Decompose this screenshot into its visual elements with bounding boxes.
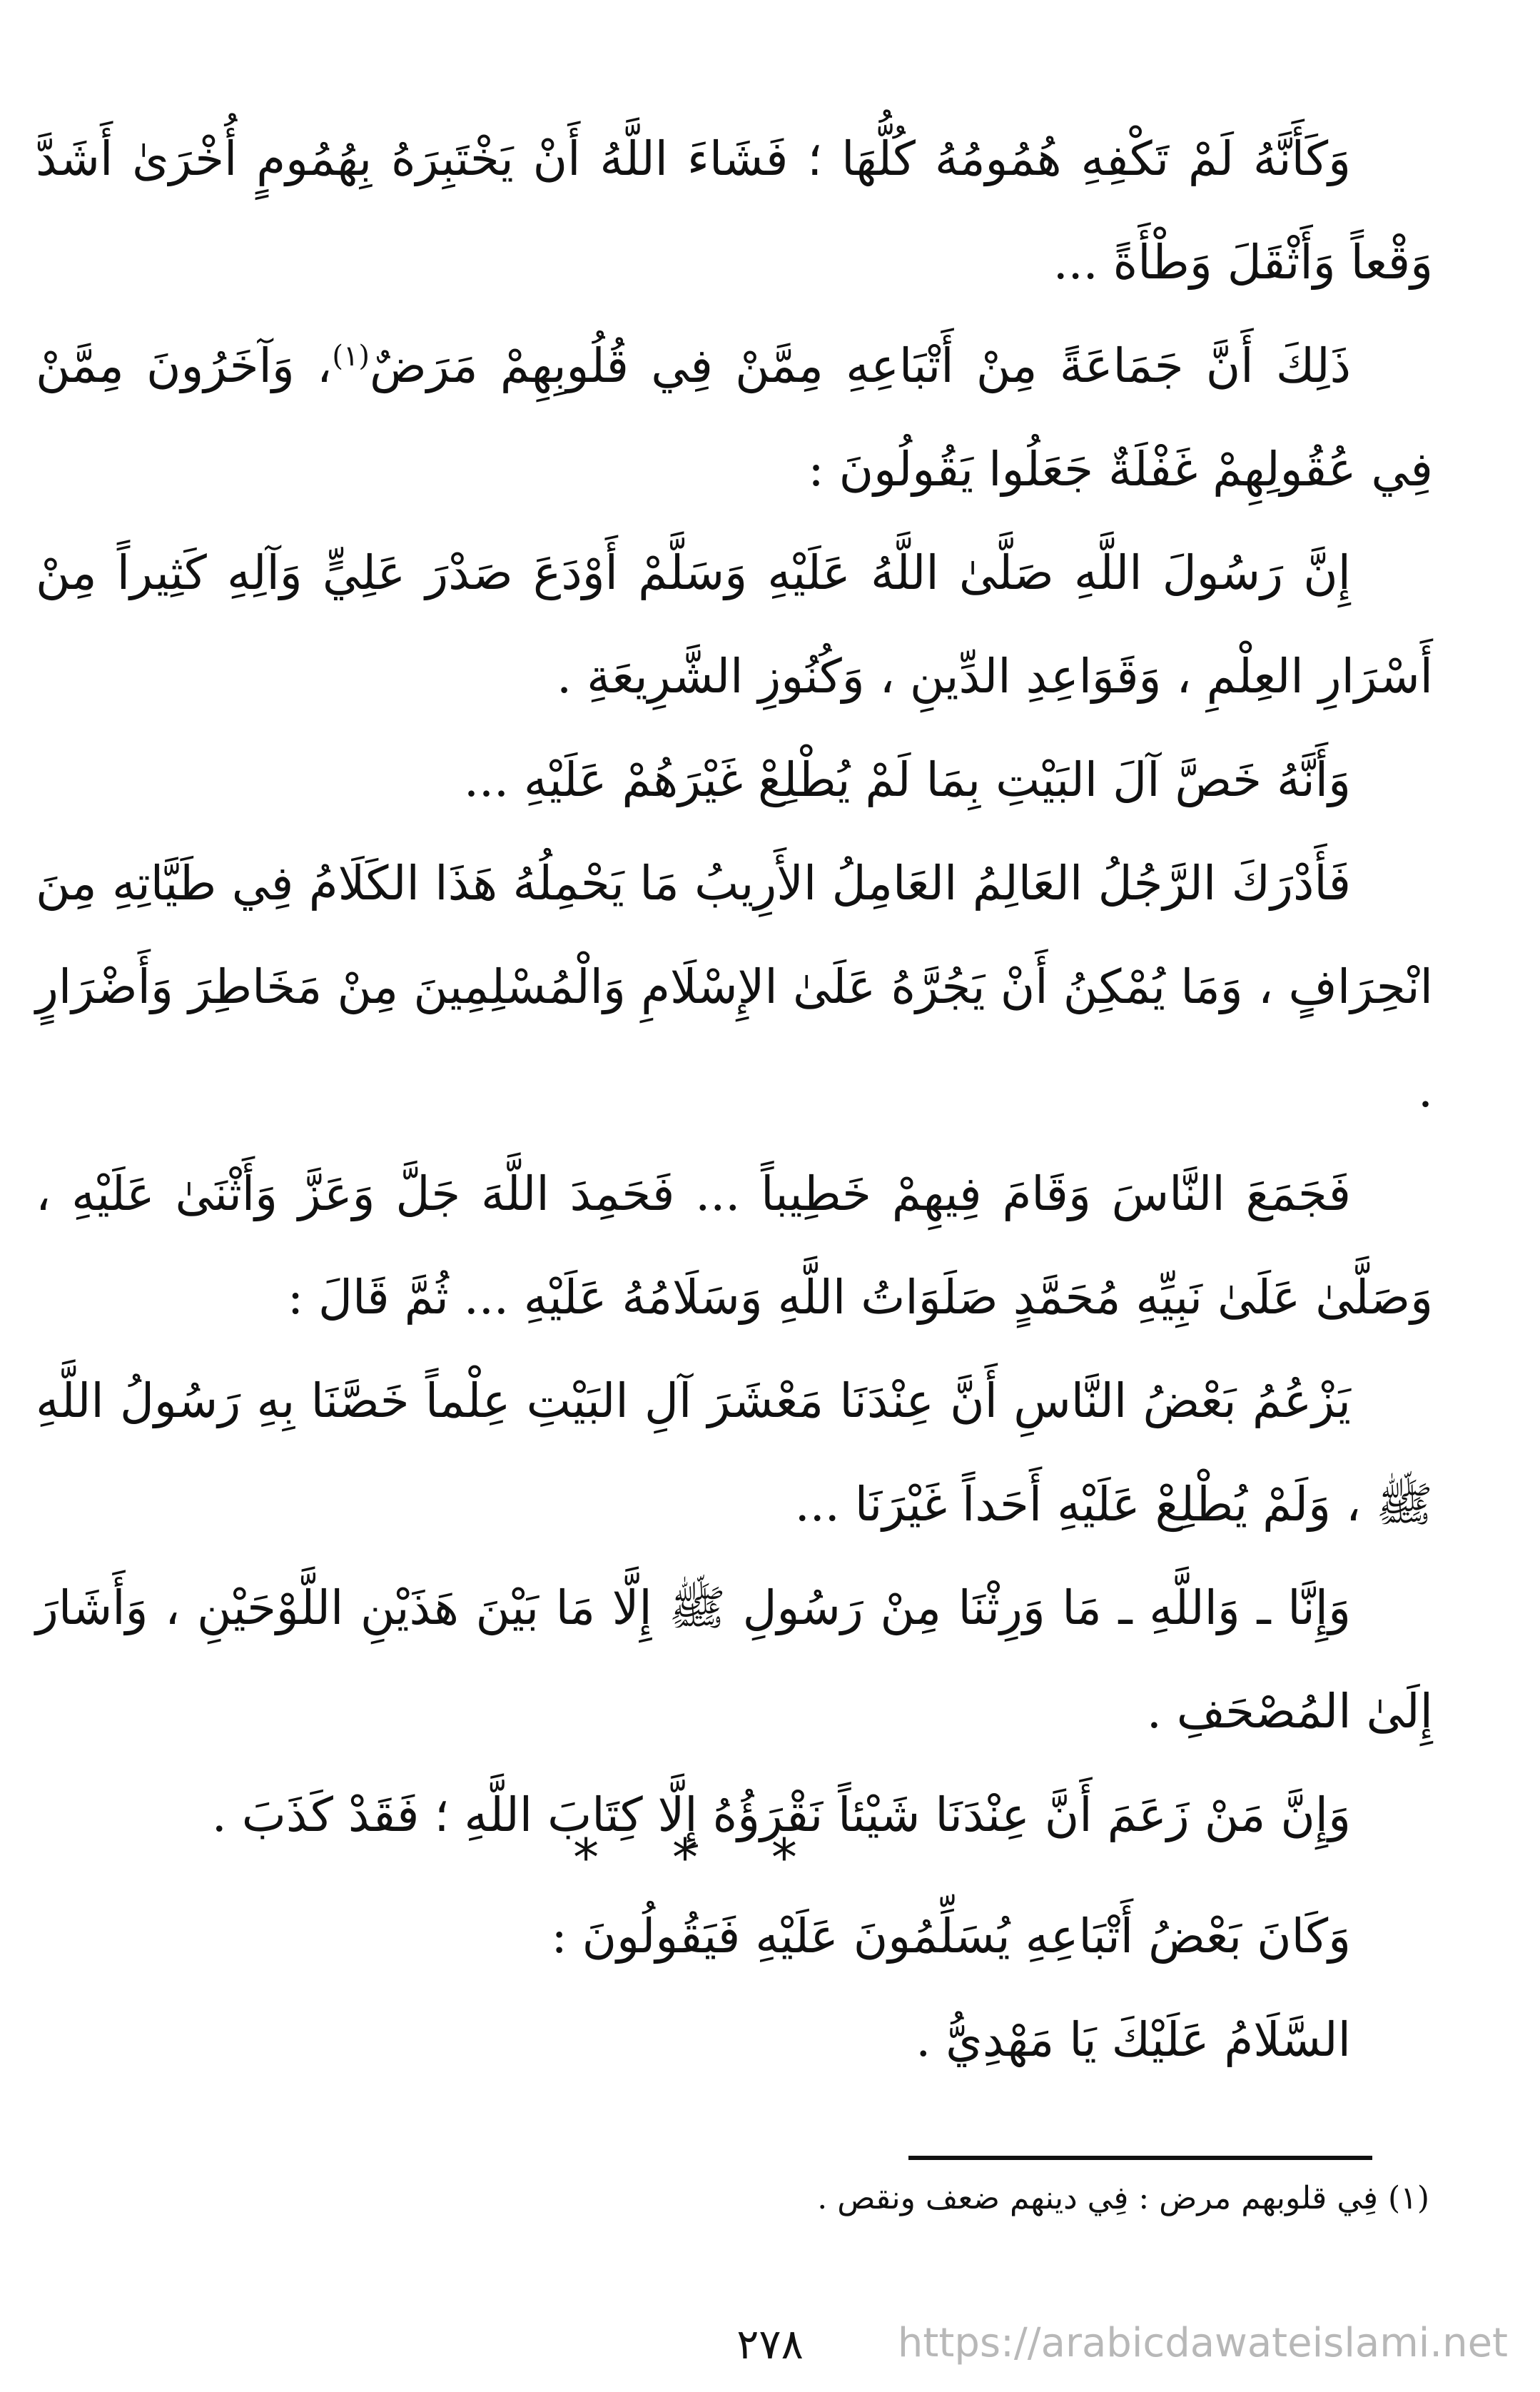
paragraph-5: فَأَدْرَكَ الرَّجُلُ العَالِمُ العَامِلُ الأَرِيبُ مَا يَحْمِلُهُ هَذَا الكَلَامُ فِي طَيَّاتِهِ مِنَ انْحِرَافٍ ، وَمَا يُمْكِنُ أَنْ يَجُرَّهُ عَلَىٰ الإِسْلَامِ وَالْمُسْلِمِينَ مِنْ مَخَاطِرَ وَأَضْرَارٍ .: [36, 856, 1433, 1118]
paragraph-2: [36, 314, 1433, 521]
footnote-marker[interactable]: (١): [332, 340, 370, 373]
paragraph-6: فَجَمَعَ النَّاسَ وَقَامَ فِيهِمْ خَطِيباً ... فَحَمِدَ اللَّهَ جَلَّ وَعَزَّ وَأَثْنَىٰ عَلَيْهِ ، وَصَلَّىٰ عَلَىٰ نَبِيِّهِ مُحَمَّدٍ صَلَوَاتُ اللَّهِ وَسَلَامُهُ عَلَيْهِ ... ثُمَّ قَالَ :: [36, 1166, 1433, 1325]
paragraph-11: السَّلَامُ عَلَيْكَ يَا مَهْدِيُّ .: [916, 2012, 1351, 2067]
paragraph-7: يَزْعُمُ بَعْضُ النَّاسِ أَنَّ عِنْدَنَا مَعْشَرَ آلِ البَيْتِ عِلْماً خَصَّنَا بِهِ رَسُولُ اللَّهِ ﷺ ، وَلَمْ يُطْلِعْ عَلَيْهِ أَحَداً غَيْرَنَا ...: [36, 1373, 1433, 1532]
paragraph-2-text-before: ذَلِكَ أَنَّ جَمَاعَةً مِنْ أَتْبَاعِهِ مِمَّنْ فِي قُلُوبِهِمْ مَرَضٌ: [370, 338, 1351, 393]
page-number: ٢٧٨: [736, 2320, 804, 2368]
paragraph-1: وَكَأَنَّهُ لَمْ تَكْفِهِ هُمُومُهُ كُلُّهَا ؛ فَشَاءَ اللَّهُ أَنْ يَخْتَبِرَهُ بِهُمُومٍ أُخْرَىٰ أَشَدَّ وَقْعاً وَأَثْقَلَ وَطْأَةً ...: [36, 131, 1433, 290]
paragraph-9: وَإِنَّ مَنْ زَعَمَ أَنَّ عِنْدَنَا شَيْئاً نَقْرَؤُهُ إِلَّا كِتَابَ اللَّهِ ؛ فَقَدْ كَذَبَ .: [211, 1787, 1351, 1842]
watermark-url: https://arabicdawateislami.net: [897, 2320, 1508, 2366]
footnote-divider: [908, 2156, 1372, 2160]
paragraph-4: وَأَنَّهُ خَصَّ آلَ البَيْتِ بِمَا لَمْ يُطْلِعْ غَيْرَهُمْ عَلَيْهِ ...: [463, 752, 1351, 807]
section-separator: * * *: [573, 1827, 826, 1887]
main-text-continued: [36, 1884, 1433, 2091]
main-text: [36, 107, 1433, 1867]
paragraph-10: وَكَانَ بَعْضُ أَتْبَاعِهِ يُسَلِّمُونَ عَلَيْهِ فَيَقُولُونَ :: [551, 1909, 1351, 1964]
paragraph-3: إِنَّ رَسُولَ اللَّهِ صَلَّىٰ اللَّهُ عَلَيْهِ وَسَلَّمْ أَوْدَعَ صَدْرَ عَلِيٍّ وَآلِهِ كَثِيراً مِنْ أَسْرَارِ العِلْمِ ، وَقَوَاعِدِ الدِّينِ ، وَكُنُوزِ الشَّرِيعَةِ .: [36, 545, 1433, 704]
paragraph-2-text-after: ، وَآخَرُونَ مِمَّنْ فِي عُقُولِهِمْ غَفْلَةٌ جَعَلُوا يَقُولُونَ :: [36, 338, 1433, 497]
footnote: (١) فِي قلوبهم مرض : فِي دينهم ضعف ونقص .: [817, 2180, 1429, 2216]
paragraph-8: وَإِنَّا ـ وَاللَّهِ ـ مَا وَرِثْنَا مِنْ رَسُولِ ﷺ إِلَّا مَا بَيْنَ هَذَيْنِ اللَّوْحَيْنِ ، وَأَشَارَ إِلَىٰ المُصْحَفِ .: [36, 1580, 1433, 1739]
